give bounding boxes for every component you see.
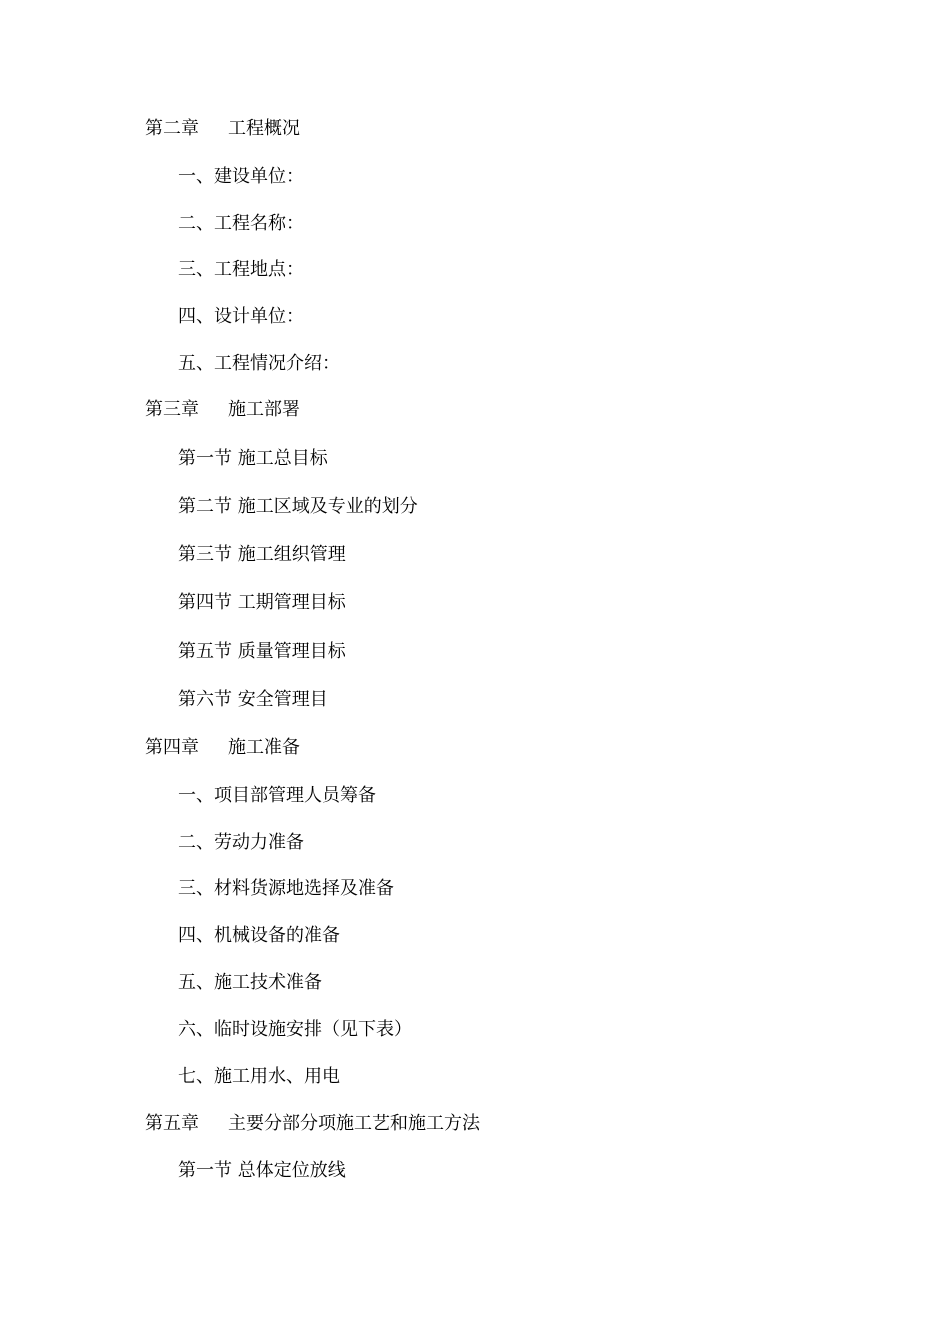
toc-item: 二、工程名称： [178,213,304,234]
toc-item: 五、工程情况介绍： [178,353,340,374]
toc-item: 第六节 安全管理目 [178,689,328,710]
toc-item: 第三节 施工组织管理 [178,544,346,565]
toc-item: 第一节 总体定位放线 [178,1160,346,1181]
toc-item: 七、施工用水、用电 [178,1066,340,1087]
chapter-number: 第四章 [145,737,199,758]
toc-item: 第五节 质量管理目标 [178,641,346,662]
chapter-number: 第三章 [145,399,199,420]
chapter-title: 主要分部分项施工艺和施工方法 [228,1113,480,1134]
toc-item: 第四节 工期管理目标 [178,592,346,613]
chapter-heading [145,736,300,760]
toc-item: 第一节 施工总目标 [178,448,328,469]
toc-item: 二、劳动力准备 [178,832,304,853]
toc-item: 四、机械设备的准备 [178,925,340,946]
chapter-heading [145,1112,480,1136]
toc-item: 第二节 施工区域及专业的划分 [178,496,418,517]
chapter-heading [145,398,300,422]
toc-item: 五、施工技术准备 [178,972,322,993]
toc-item: 三、材料货源地选择及准备 [178,878,394,899]
toc-item: 六、临时设施安排（见下表） [178,1019,412,1040]
chapter-title: 施工准备 [228,737,300,758]
chapter-number: 第五章 [145,1113,199,1134]
toc-item: 四、设计单位： [178,306,304,327]
toc-item: 三、工程地点： [178,259,304,280]
chapter-title: 工程概况 [228,118,300,139]
toc-item: 一、建设单位： [178,166,304,187]
toc-item: 一、项目部管理人员筹备 [178,785,376,806]
chapter-number: 第二章 [145,118,199,139]
chapter-heading [145,117,300,141]
chapter-title: 施工部署 [228,399,300,420]
